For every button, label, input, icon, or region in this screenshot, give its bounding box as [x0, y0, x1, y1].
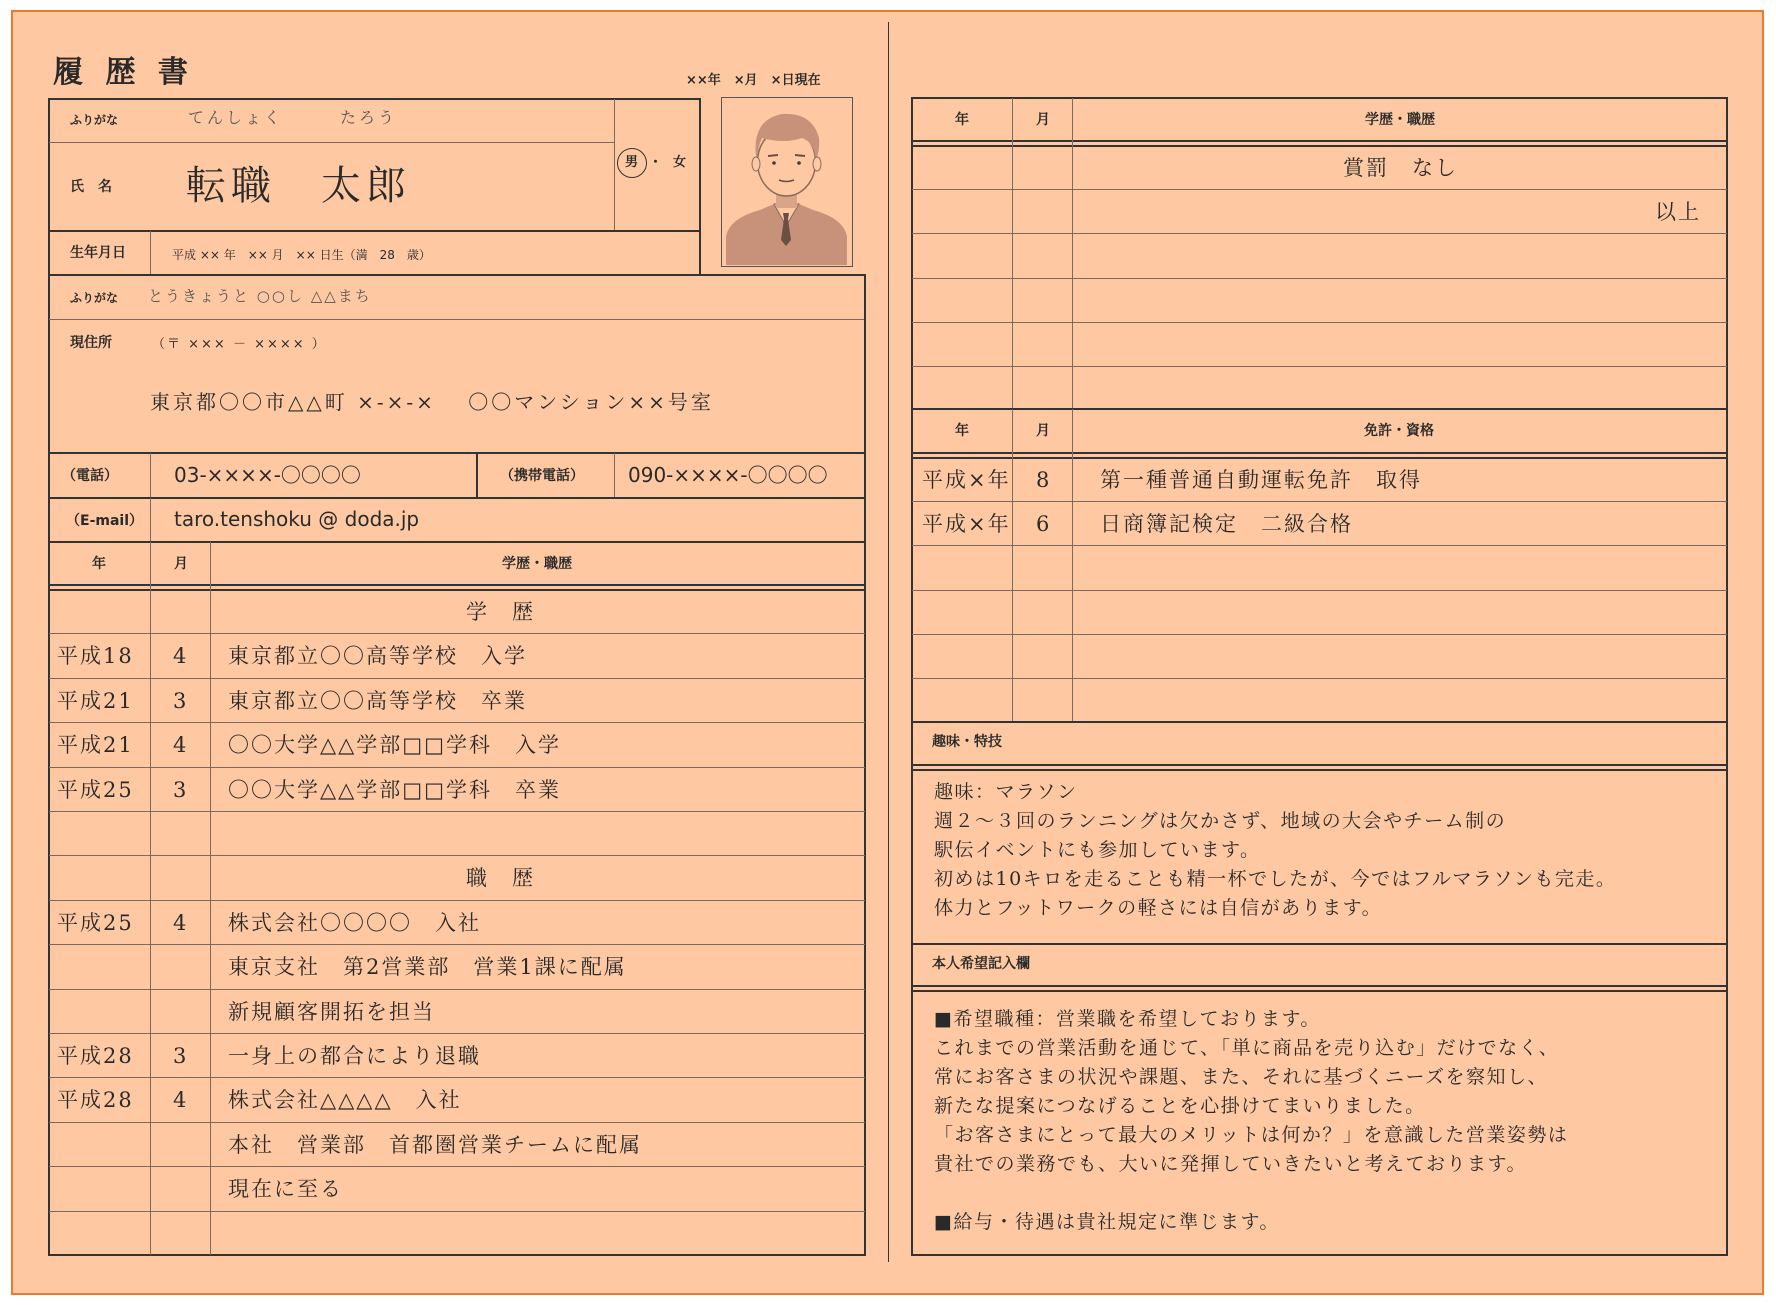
right-history-content: 以上 — [1655, 200, 1701, 224]
hobbies-label: 趣味・特技 — [932, 734, 1002, 750]
gender-male: 男 — [625, 155, 639, 170]
row-line — [49, 1166, 865, 1167]
row-line — [49, 1122, 865, 1123]
row-line — [49, 633, 865, 634]
birth-label: 生年月日 — [70, 245, 126, 261]
mobile-value: 090-××××-〇〇〇〇 — [628, 463, 828, 487]
email-value: taro.tenshoku @ doda.jp — [174, 507, 420, 531]
mobile-label: （携帯電話） — [500, 468, 584, 484]
email-label: （E-mail） — [66, 513, 144, 529]
history-month: 4 — [173, 1088, 189, 1112]
wishes-text: ■希望職種：営業職を希望しております。 これまでの営業活動を通じて、「単に商品を売り込む」だけでなく、 常にお客さまの状況や課題、また、それに基づくニーズを察知し、 新たな提案につなげることを心掛けてまいりました。 「お客さまにとって最大のメリットは何か？」を意識した営業姿勢は 貴社での業務でも、大いに発揮していきたいと考えております。 ■給与・待遇は貴社規定に準じます。 — [934, 1008, 1569, 1233]
history-content: 一身上の都合により退職 — [228, 1044, 481, 1068]
history-month: 3 — [173, 689, 189, 713]
row-line — [49, 722, 865, 723]
row-line — [49, 767, 865, 768]
date-as-of: ××年 ×月 ×日現在 — [686, 73, 821, 88]
right-history-header-month: 月 — [1036, 112, 1050, 128]
row-line — [912, 590, 1727, 591]
history-content: 東京支社 第2営業部 営業1課に配属 — [228, 955, 627, 979]
license-content: 日商簿記検定 二級合格 — [1100, 512, 1353, 536]
history-content: 東京都立〇〇高等学校 卒業 — [228, 689, 527, 713]
row-line — [49, 811, 865, 812]
right-history-header-content: 学歴・職歴 — [1365, 112, 1435, 128]
furigana-label: ふりがな — [70, 113, 119, 127]
name-label: 氏 名 — [70, 179, 112, 195]
history-year: 平成28 — [57, 1044, 134, 1068]
row-line — [49, 900, 865, 901]
history-content: 本社 営業部 首都圏営業チームに配属 — [228, 1133, 642, 1157]
history-header-year: 年 — [92, 556, 106, 572]
email-box — [48, 497, 866, 543]
history-header-content: 学歴・職歴 — [502, 556, 572, 572]
history-month: 3 — [173, 1044, 189, 1068]
page-divider — [888, 22, 889, 1262]
right-history-content: 賞罰 なし — [1343, 156, 1458, 180]
licenses-header-year: 年 — [955, 423, 969, 439]
right-history-header-year: 年 — [955, 112, 969, 128]
section-heading: 職 歴 — [466, 866, 535, 890]
history-month: 3 — [173, 778, 189, 802]
row-line — [49, 1033, 865, 1034]
row-line — [912, 678, 1727, 679]
history-content: 東京都立〇〇高等学校 入学 — [228, 644, 527, 668]
history-year: 平成25 — [57, 911, 134, 935]
row-line — [912, 634, 1727, 635]
history-content: 〇〇大学△△学部□□学科 入学 — [228, 733, 561, 757]
phone-label: （電話） — [62, 468, 118, 484]
history-content: 現在に至る — [228, 1177, 343, 1201]
address-label: 現住所 — [70, 335, 112, 351]
section-heading: 学 歴 — [466, 600, 535, 624]
row-line — [912, 501, 1727, 502]
history-content: 株式会社△△△△ 入社 — [228, 1088, 462, 1112]
license-month: 8 — [1036, 468, 1052, 492]
license-month: 6 — [1036, 512, 1052, 536]
history-year: 平成25 — [57, 778, 134, 802]
name-furigana: てんしょく たろう — [188, 108, 398, 127]
history-content: 新規顧客開拓を担当 — [228, 1000, 435, 1024]
row-line — [49, 678, 865, 679]
history-year: 平成28 — [57, 1088, 134, 1112]
history-year: 平成18 — [57, 644, 134, 668]
postal-code: （〒 ××× － ×××× ） — [152, 337, 327, 352]
row-line — [912, 278, 1727, 279]
row-line — [49, 1077, 865, 1078]
gender-sep: ・ — [649, 155, 663, 170]
address-furigana-label: ふりがな — [70, 291, 119, 305]
birth-value: 平成 ×× 年 ×× 月 ×× 日生（満 28 歳） — [172, 248, 431, 262]
license-year: 平成×年 — [922, 512, 1011, 536]
history-content: 〇〇大学△△学部□□学科 卒業 — [228, 778, 561, 802]
history-year: 平成21 — [57, 689, 134, 713]
history-header-month: 月 — [174, 556, 188, 572]
history-month: 4 — [173, 644, 189, 668]
row-line — [49, 989, 865, 990]
license-year: 平成×年 — [922, 468, 1011, 492]
licenses-header-content: 免許・資格 — [1364, 423, 1434, 439]
name-value: 転職 太郎 — [186, 163, 411, 209]
history-month: 4 — [173, 911, 189, 935]
page-title: 履 歴 書 — [53, 55, 194, 90]
row-line — [912, 233, 1727, 234]
history-content: 株式会社〇〇〇〇 入社 — [228, 911, 481, 935]
history-month: 4 — [173, 733, 189, 757]
address-value: 東京都〇〇市△△町 ×-×-× 〇〇マンション××号室 — [150, 390, 714, 414]
license-content: 第一種普通自動運転免許 取得 — [1100, 468, 1422, 492]
row-line — [49, 944, 865, 945]
row-line — [912, 545, 1727, 546]
wishes-label: 本人希望記入欄 — [932, 956, 1030, 972]
person-photo-icon — [721, 97, 853, 267]
row-line — [49, 1211, 865, 1212]
phone-value: 03-××××-〇〇〇〇 — [174, 463, 361, 487]
licenses-header-month: 月 — [1036, 423, 1050, 439]
row-line — [912, 366, 1727, 367]
row-line — [912, 189, 1727, 190]
address-furigana: とうきょうと ○○し △△まち — [148, 287, 372, 305]
row-line — [912, 322, 1727, 323]
history-year: 平成21 — [57, 733, 134, 757]
row-line — [49, 855, 865, 856]
hobbies-text: 趣味：マラソン 週２〜３回のランニングは欠かさず、地域の大会やチーム制の 駅伝イベントにも参加しています。 初めは10キロを走ることも精一杯でしたが、今ではフルマラソンも完走。 体力とフットワークの軽さには自信があります。 — [934, 781, 1617, 919]
gender-female: 女 — [673, 155, 687, 170]
